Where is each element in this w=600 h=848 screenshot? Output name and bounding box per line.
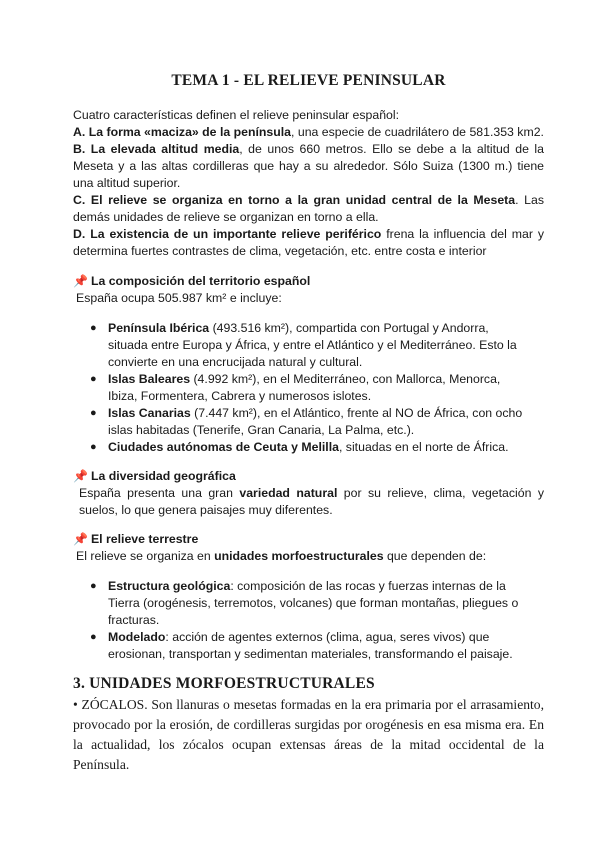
list-item: ● Estructura geológica: composición de las rocas y fuerzas internas de la Tierra (orogénesis, terremotos, volcanes) que forman montañas, pliegues o fracturas. (90, 579, 519, 627)
feature-item: D. La existencia de un importante relieve periférico frena la influencia del mar y determina fuertes contrastes de clima, vegetación, etc. entre costa e interior (73, 227, 544, 258)
pushpin-icon: 📌 (73, 274, 88, 288)
feature-item: A. La forma «maciza» de la península, una especie de cuadrilátero de 581.353 km2. (73, 125, 544, 139)
list-item: ● Islas Baleares (4.992 km²), en el Mediterráneo, con Mallorca, Menorca, Ibiza, Formentera, Cabrera y numerosos islotes. (90, 372, 501, 403)
relief-factors-list (73, 578, 544, 663)
list-item: ● Ciudades autónomas de Ceuta y Melilla, situadas en el norte de África. (90, 440, 509, 454)
list-item: ● Península Ibérica (493.516 km²), compartida con Portugal y Andorra, situada entre Europa y África, y entre el Atlántico y el Mediterráneo. Esto la convierte en una encrucijada natural y cultural. (90, 321, 517, 369)
section-heading: 📌 La composición del territorio español (73, 274, 311, 288)
feature-item: C. El relieve se organiza en torno a la gran unidad central de la Meseta. Las demás unidades de relieve se organizan en torno a ella. (73, 193, 544, 224)
list-item: ● Islas Canarias (7.447 km²), en el Atlántico, frente al NO de África, con ocho islas habitadas (Tenerife, Gran Canaria, La Palma, etc.). (90, 406, 523, 437)
section-text: España ocupa 505.987 km² e incluye: (76, 291, 282, 305)
pushpin-icon: 📌 (73, 532, 88, 546)
section-paragraph: • ZÓCALOS. Son llanuras o mesetas formadas en la era primaria por el arrasamiento, provocado por la erosión, de cordilleras surgidas por orogénesis en esa misma era. En la actualidad, los zócalos ocupan extensas áreas de la mitad occidental de la Península. (73, 697, 544, 772)
intro-text: Cuatro características definen el relieve peninsular español: (73, 108, 400, 122)
section-text: España presenta una gran variedad natural por su relieve, clima, vegetación y suelos, lo que genera paisajes muy diferentes. (79, 486, 544, 517)
section-heading: 📌 El relieve terrestre (73, 532, 199, 546)
pushpin-icon: 📌 (73, 469, 88, 483)
page-title: TEMA 1 - EL RELIEVE PENINSULAR (171, 72, 446, 89)
territory-list (73, 320, 544, 456)
feature-item: B. La elevada altitud media, de unos 660 metros. Ello se debe a la altitud de la Meseta y a las altas cordilleras que hay a su alrededor. Sólo Suiza (1300 m.) tiene una altitud superior. (73, 142, 544, 190)
section-text: El relieve se organiza en unidades morfoestructurales que dependen de: (76, 549, 487, 563)
section-title: 3. UNIDADES MORFOESTRUCTURALES (73, 675, 375, 692)
section-heading: 📌 La diversidad geográfica (73, 469, 236, 483)
list-item: ● Modelado: acción de agentes externos (clima, agua, seres vivos) que erosionan, transportan y sedimentan materiales, transformando el paisaje. (90, 630, 513, 661)
